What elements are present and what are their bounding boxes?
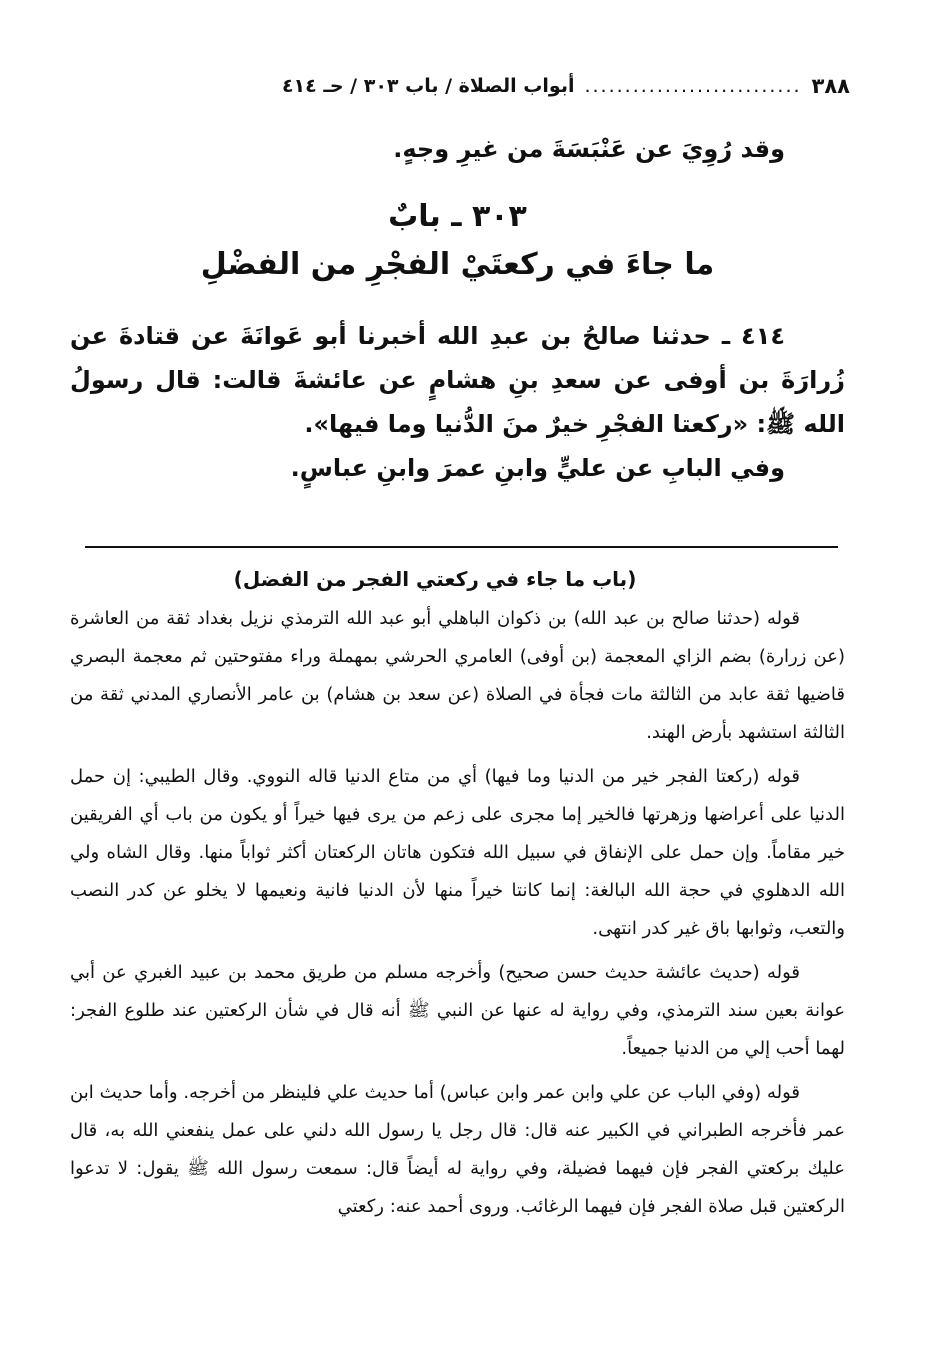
- main-text: [70, 128, 845, 490]
- commentary-title: (باب ما جاء في ركعتي الفجر من الفضل): [233, 567, 637, 591]
- commentary-paragraph: قوله (حدثنا صالح بن عبد الله) بن ذكوان الباهلي أبو عبد الله الترمذي نزيل بغداد ثقة من العاشرة (عن زرارة) بضم الزاي المعجمة (بن أوفى) العامري الحرشي بمهملة وراء مفتوحتين ثم معجمة البصري قاضيها ثقة عابد من الثالثة مات فجأة في الصلاة (عن سعد بن هشام) بن عامر الأنصاري المدني ثقة من الثالثة استشهد بأرض الهند.: [70, 608, 845, 743]
- commentary: [70, 560, 845, 1232]
- running-header: [95, 64, 850, 108]
- page-number: ٣٨٨: [811, 74, 850, 98]
- commentary-paragraph: قوله (وفي الباب عن علي وابن عمر وابن عباس) أما حديث علي فلينظر من أخرجه. وأما حديث ابن عمر فأخرجه الطبراني في الكبير عنه قال: قال رجل يا رسول الله دلني على عمل ينفعني الله به، قال عليك بركعتي الفجر فإن فيهما فضيلة، وفي رواية له أيضاً قال: سمعت رسول الله ﷺ يقول: لا تدعوا الركعتين قبل صلاة الفجر فإن فيهما الرغائب. وروى أحمد عنه: ركعتي: [70, 1082, 845, 1217]
- header-leader-dots: ...........................: [584, 75, 802, 97]
- intro-line: وقد رُوِيَ عن عَنْبَسَةَ من غيرِ وجهٍ.: [393, 135, 785, 163]
- running-title: أبواب الصلاة / باب ٣٠٣ / حـ ٤١٤: [281, 75, 575, 97]
- commentary-paragraph: قوله (ركعتا الفجر خير من الدنيا وما فيها) أي من متاع الدنيا قاله النووي. وقال الطيبي: إن حمل الدنيا على أعراضها وزهرتها فالخير إما مجرى على زعم من يرى فيها خيراً أو يكون من باب أي الفريقين خير مقاماً. وإن حمل على الإنفاق في سبيل الله فتكون هاتان الركعتان أكثر ثواباً منها. وقال الشاه ولي الله الدهلوي في حجة الله البالغة: إنما كانتا خيراً منها لأن الدنيا فانية ونعيمها لا يخلو عن كدر النصب والتعب، وثوابها باق غير كدر انتهى.: [70, 766, 845, 939]
- chapter-number: ٣٠٣ ـ بابٌ: [388, 199, 527, 234]
- chapter-title: ما جاءَ في ركعتَيْ الفجْرِ من الفضْلِ: [200, 247, 715, 282]
- commentary-paragraph: قوله (حديث عائشة حديث حسن صحيح) وأخرجه مسلم من طريق محمد بن عبيد الغبري عن أبي عوانة بعين سند الترمذي، وفي رواية له عنها عن النبي ﷺ أنه قال في شأن الركعتين عند طلوع الفجر: لهما أحب إلي من الدنيا جميعاً.: [70, 962, 845, 1059]
- hadith-text: ٤١٤ ـ حدثنا صالحُ بن عبدِ الله أخبرنا أبو عَوانَةَ عن قتادةَ عن زُرارَةَ بن أوفى عن سعدِ بنِ هشامٍ عن عائشةَ قالت: قال رسولُ الله ﷺ: «ركعتا الفجْرِ خيرٌ منَ الدُّنيا وما فيها».: [70, 322, 845, 438]
- separator-rule: [85, 546, 838, 548]
- also-on-topic: وفي البابِ عن عليٍّ وابنِ عمرَ وابنِ عباسٍ.: [290, 454, 785, 482]
